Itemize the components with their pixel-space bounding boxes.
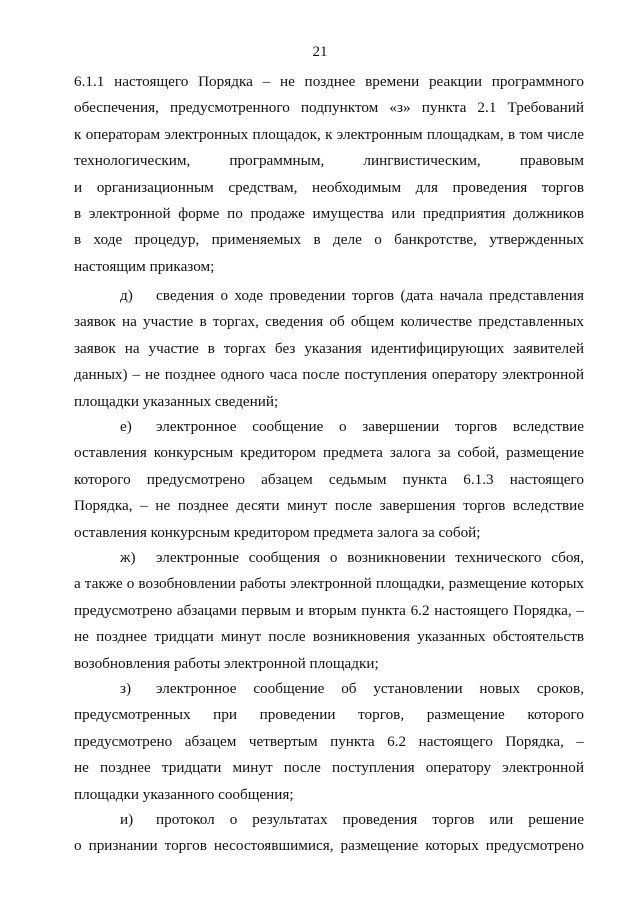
text-line: оставления конкурсным кредитором предмета залога за собой, размещение xyxy=(74,444,584,462)
list-item-zh xyxy=(74,545,584,677)
list-item-d xyxy=(74,283,584,415)
text-line-first xyxy=(74,807,584,833)
list-marker: е) xyxy=(120,418,132,435)
text-line: предусмотрено абзацем четвертым пункта 6.2 настоящего Порядка, – xyxy=(74,732,584,750)
text-line-first xyxy=(74,414,584,440)
text-run: сведения о ходе проведении торгов (дата начала представления xyxy=(156,287,584,304)
text-line: оставления конкурсным кредитором предмета залога за собой; xyxy=(74,523,481,541)
text-line: предусмотрено абзацами первым и вторым пункта 6.2 настоящего Порядка, – xyxy=(74,601,584,619)
text-line: о признании торгов несостоявшимися, размещение которых предусмотрено xyxy=(74,837,584,855)
text-line: заявок на участие в торгах без указания идентифицирующих заявителей xyxy=(74,339,584,357)
list-item-z xyxy=(74,676,584,808)
text-line: 6.1.1 настоящего Порядка – не позднее времени реакции программного xyxy=(74,73,584,90)
text-line: данных) – не позднее одного часа после поступления оператору электронной xyxy=(74,366,584,384)
text-run: электронное сообщение о завершении торгов вследствие xyxy=(156,418,584,435)
text-line: и организационным средствам, необходимым для проведения торгов xyxy=(74,178,584,196)
text-line: Порядка, – не позднее десяти минут после завершения торгов вследствие xyxy=(74,497,584,515)
text-line: возобновления работы электронной площадки; xyxy=(74,654,379,672)
text-line: настоящим приказом; xyxy=(74,257,215,275)
text-line: предусмотренных при проведении торгов, размещение которого xyxy=(74,706,584,724)
list-item-i xyxy=(74,807,584,860)
text-line: площадки указанного сообщения; xyxy=(74,785,294,803)
list-marker: и) xyxy=(120,811,134,828)
text-run: электронные сообщения о возникновении технического сбоя, xyxy=(156,549,584,566)
text-line-first xyxy=(74,676,584,702)
list-marker: з) xyxy=(120,680,132,697)
list-marker: д) xyxy=(120,287,133,304)
text-line: площадки указанных сведений; xyxy=(74,392,279,410)
text-line-first xyxy=(74,545,584,571)
list-marker: ж) xyxy=(120,549,136,566)
text-line: технологическим, программным, лингвистическим, правовым xyxy=(74,152,584,170)
page-number: 21 xyxy=(312,44,328,60)
text-line: к операторам электронных площадок, к электронным площадкам, в том числе xyxy=(74,125,584,143)
text-line: в ходе процедур, применяемых в деле о банкротстве, утвержденных xyxy=(74,231,584,249)
text-line: заявок на участие в торгах, сведения об общем количестве представленных xyxy=(74,313,584,331)
text-line: а также о возобновлении работы электронной площадки, размещение которых xyxy=(74,575,584,593)
list-item-e xyxy=(74,414,584,546)
text-line-first xyxy=(74,283,584,309)
text-line: обеспечения, предусмотренного подпунктом «з» пункта 2.1 Требований xyxy=(74,99,584,117)
text-line: которого предусмотрено абзацем седьмым пункта 6.1.3 настоящего xyxy=(74,470,584,488)
text-line: в электронной форме по продаже имущества или предприятия должников xyxy=(74,204,584,222)
text-run: протокол о результатах проведения торгов или решение xyxy=(156,811,584,828)
text-run: электронное сообщение об установлении новых сроков, xyxy=(156,680,584,697)
paragraph-continuation xyxy=(74,69,584,280)
text-line: не позднее тридцати минут после поступления оператору электронной xyxy=(74,759,584,777)
text-line: не позднее тридцати минут после возникновения указанных обстоятельств xyxy=(74,628,584,646)
